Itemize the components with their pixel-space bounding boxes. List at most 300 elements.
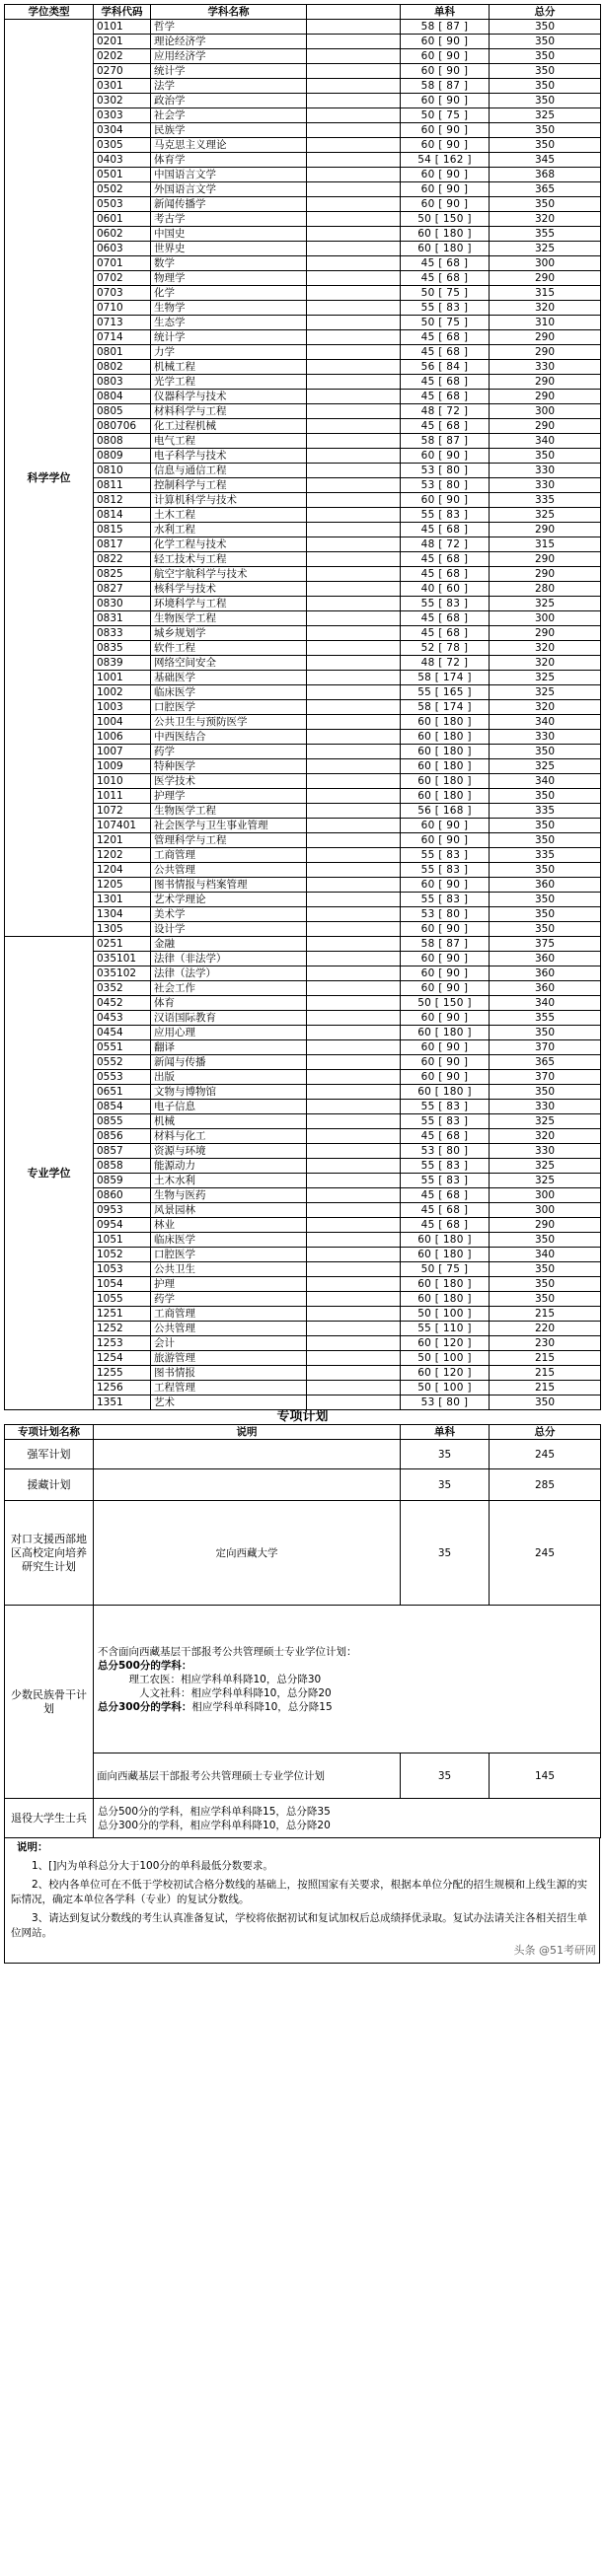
note-1: 1、[]内为单科总分大于100分的单科最低分数要求。	[32, 1860, 273, 1872]
empty-cell	[307, 375, 401, 390]
table-row	[5, 242, 601, 256]
table-row	[5, 996, 601, 1011]
empty-cell	[307, 952, 401, 966]
table-row	[5, 360, 601, 375]
empty-cell	[307, 1395, 401, 1410]
total-score-cell: 355	[490, 227, 601, 242]
single-score-cell: 55 [ 83 ]	[401, 1174, 490, 1188]
empty-cell	[307, 922, 401, 937]
subject-name-cell: 体育学	[151, 153, 307, 168]
table-row	[5, 582, 601, 597]
empty-cell	[307, 567, 401, 582]
table-row	[5, 523, 601, 537]
subject-name-cell: 金融	[151, 937, 307, 952]
table-row	[5, 404, 601, 419]
subject-code-cell: 080706	[94, 419, 151, 434]
table-row	[5, 464, 601, 478]
special-header-total: 总分	[490, 1425, 601, 1440]
subject-code-cell: 0453	[94, 1011, 151, 1026]
table-row	[5, 552, 601, 567]
single-score-cell: 45 [ 68 ]	[401, 1218, 490, 1233]
total-score-cell: 290	[490, 567, 601, 582]
table-row	[5, 1011, 601, 1026]
table-row	[5, 537, 601, 552]
single-score-cell: 60 [ 90 ]	[401, 819, 490, 833]
empty-cell	[307, 49, 401, 64]
single-score-cell: 55 [ 83 ]	[401, 597, 490, 611]
subject-name-cell: 环境科学与工程	[151, 597, 307, 611]
subject-name-cell: 社会医学与卫生事业管理	[151, 819, 307, 833]
subject-code-cell: 0835	[94, 641, 151, 656]
subject-code-cell: 1052	[94, 1248, 151, 1262]
empty-cell	[307, 168, 401, 182]
total-score-cell: 300	[490, 404, 601, 419]
subject-code-cell: 0703	[94, 286, 151, 301]
single-score-cell: 50 [ 75 ]	[401, 1262, 490, 1277]
single-score-cell: 55 [ 110 ]	[401, 1322, 490, 1336]
empty-cell	[307, 1144, 401, 1159]
special-plan-title: 专项计划	[276, 1410, 329, 1424]
empty-cell	[307, 123, 401, 138]
empty-cell	[307, 996, 401, 1011]
subject-name-cell: 公共卫生	[151, 1262, 307, 1277]
subject-name-cell: 电子科学与技术	[151, 449, 307, 464]
empty-cell	[307, 1040, 401, 1055]
table-row	[5, 893, 601, 907]
subject-code-cell: 0855	[94, 1114, 151, 1129]
total-score-cell: 320	[490, 700, 601, 715]
total-score-cell: 335	[490, 848, 601, 863]
empty-cell	[307, 1070, 401, 1085]
total-score-cell: 290	[490, 330, 601, 345]
subject-name-cell: 电气工程	[151, 434, 307, 449]
single-score-cell: 60 [ 90 ]	[401, 966, 490, 981]
table-row	[5, 833, 601, 848]
subject-name-cell: 工程管理	[151, 1381, 307, 1395]
table-row	[5, 508, 601, 523]
subject-name-cell: 口腔医学	[151, 700, 307, 715]
single-score-cell: 60 [ 90 ]	[401, 1040, 490, 1055]
empty-cell	[307, 893, 401, 907]
subject-name-cell: 体育	[151, 996, 307, 1011]
subject-code-cell: 0804	[94, 390, 151, 404]
subject-name-cell: 林业	[151, 1218, 307, 1233]
subject-code-cell: 035102	[94, 966, 151, 981]
total-score-cell: 350	[490, 1233, 601, 1248]
empty-cell	[307, 833, 401, 848]
subject-name-cell: 软件工程	[151, 641, 307, 656]
subject-code-cell: 0701	[94, 256, 151, 271]
table-row	[5, 94, 601, 108]
total-score-cell: 220	[490, 1322, 601, 1336]
subject-code-cell: 1002	[94, 685, 151, 700]
empty-cell	[307, 79, 401, 94]
total-score-cell: 350	[490, 138, 601, 153]
total-score-cell: 315	[490, 286, 601, 301]
subject-code-cell: 0501	[94, 168, 151, 182]
subject-code-cell: 1205	[94, 878, 151, 893]
single-score-cell: 60 [ 180 ]	[401, 1085, 490, 1100]
table-row	[5, 197, 601, 212]
total-score-cell: 300	[490, 1188, 601, 1203]
subject-code-cell: 0553	[94, 1070, 151, 1085]
empty-cell	[307, 1292, 401, 1307]
subject-name-cell: 设计学	[151, 922, 307, 937]
total-score-cell: 290	[490, 1218, 601, 1233]
table-row	[5, 1100, 601, 1114]
subject-name-cell: 会计	[151, 1336, 307, 1351]
total-score-cell: 360	[490, 981, 601, 996]
subject-code-cell: 0270	[94, 64, 151, 79]
subject-name-cell: 新闻传播学	[151, 197, 307, 212]
single-score-cell: 60 [ 90 ]	[401, 833, 490, 848]
total-score-cell: 300	[490, 256, 601, 271]
empty-cell	[307, 478, 401, 493]
total-score-cell: 215	[490, 1351, 601, 1366]
header-single: 单科	[401, 5, 490, 20]
total-score-cell: 290	[490, 523, 601, 537]
total-score-cell: 345	[490, 153, 601, 168]
empty-cell	[307, 20, 401, 35]
subject-code-cell: 1072	[94, 804, 151, 819]
table-row	[5, 952, 601, 966]
special-header-single: 单科	[401, 1425, 490, 1440]
empty-cell	[307, 227, 401, 242]
subject-name-cell: 汉语国际教育	[151, 1011, 307, 1026]
total-score-cell: 215	[490, 1381, 601, 1395]
subject-name-cell: 工商管理	[151, 848, 307, 863]
subject-name-cell: 社会学	[151, 108, 307, 123]
total-score-cell: 290	[490, 390, 601, 404]
empty-cell	[307, 1114, 401, 1129]
empty-cell	[307, 671, 401, 685]
total-score-cell: 325	[490, 1159, 601, 1174]
subject-name-cell: 生物医学工程	[151, 804, 307, 819]
total-score-cell: 335	[490, 804, 601, 819]
subject-code-cell: 1305	[94, 922, 151, 937]
total-score-cell: 350	[490, 123, 601, 138]
total-score-cell: 350	[490, 49, 601, 64]
table-row	[5, 271, 601, 286]
single-score-cell: 48 [ 72 ]	[401, 404, 490, 419]
subject-code-cell: 0201	[94, 35, 151, 49]
subject-code-cell: 0202	[94, 49, 151, 64]
table-row	[5, 1026, 601, 1040]
table-row	[5, 390, 601, 404]
table-row	[5, 1218, 601, 1233]
total-score-cell: 300	[490, 611, 601, 626]
subject-name-cell: 外国语言文学	[151, 182, 307, 197]
table-row	[5, 419, 601, 434]
subject-name-cell: 药学	[151, 745, 307, 759]
subject-code-cell: 0503	[94, 197, 151, 212]
empty-cell	[307, 700, 401, 715]
single-score-cell: 60 [ 90 ]	[401, 1011, 490, 1026]
subject-name-cell: 临床医学	[151, 1233, 307, 1248]
single-score-cell: 50 [ 100 ]	[401, 1351, 490, 1366]
total-score-cell: 310	[490, 316, 601, 330]
empty-cell	[307, 1203, 401, 1218]
total-score-cell: 350	[490, 833, 601, 848]
empty-cell	[307, 656, 401, 671]
subject-code-cell: 0552	[94, 1055, 151, 1070]
single-score-cell: 48 [ 72 ]	[401, 537, 490, 552]
total-score-cell: 325	[490, 597, 601, 611]
subject-code-cell: 1304	[94, 907, 151, 922]
total-score-cell: 300	[490, 1203, 601, 1218]
total-score-cell: 350	[490, 893, 601, 907]
table-row	[5, 49, 601, 64]
single-score-cell: 60 [ 90 ]	[401, 1070, 490, 1085]
subject-name-cell: 新闻与传播	[151, 1055, 307, 1070]
subject-name-cell: 材料与化工	[151, 1129, 307, 1144]
empty-cell	[307, 597, 401, 611]
subject-code-cell: 1007	[94, 745, 151, 759]
total-score-cell: 325	[490, 1114, 601, 1129]
subject-code-cell: 1255	[94, 1366, 151, 1381]
subject-name-cell: 护理学	[151, 789, 307, 804]
empty-cell	[307, 1129, 401, 1144]
subject-name-cell: 机械	[151, 1114, 307, 1129]
total-score-cell: 340	[490, 996, 601, 1011]
subject-name-cell: 控制科学与工程	[151, 478, 307, 493]
minority-plan-text: 不含面向西藏基层干部报考公共管理硕士专业学位计划： 总分500分的学科： 理工农医：相应学科单科降10，总分降30 人文社科：相应学科单科降10，总分降20 总分300分的学科：相应学科单科降10，总分降15	[94, 1606, 601, 1753]
total-score-cell: 350	[490, 1085, 601, 1100]
table-row	[5, 611, 601, 626]
special-header-name: 专项计划名称	[5, 1425, 94, 1440]
single-score-cell: 55 [ 165 ]	[401, 685, 490, 700]
single-score-cell: 45 [ 68 ]	[401, 1203, 490, 1218]
single-score-cell: 58 [ 87 ]	[401, 79, 490, 94]
subject-code-cell: 1254	[94, 1351, 151, 1366]
single-score-cell: 60 [ 180 ]	[401, 730, 490, 745]
subject-code-cell: 0713	[94, 316, 151, 330]
subject-name-cell: 社会工作	[151, 981, 307, 996]
subject-code-cell: 1006	[94, 730, 151, 745]
total-score-cell: 330	[490, 1144, 601, 1159]
single-score-cell: 45 [ 68 ]	[401, 330, 490, 345]
watermark: 头条 @51考研网	[513, 1944, 596, 1957]
subject-code-cell: 1003	[94, 700, 151, 715]
single-score-cell: 55 [ 83 ]	[401, 863, 490, 878]
subject-code-cell: 0702	[94, 271, 151, 286]
single-score-cell: 60 [ 180 ]	[401, 1277, 490, 1292]
single-score-cell: 60 [ 90 ]	[401, 878, 490, 893]
total-score-cell: 325	[490, 508, 601, 523]
subject-name-cell: 药学	[151, 1292, 307, 1307]
subject-name-cell: 法学	[151, 79, 307, 94]
table-row	[5, 626, 601, 641]
table-row	[5, 1248, 601, 1262]
subject-name-cell: 理论经济学	[151, 35, 307, 49]
empty-cell	[307, 286, 401, 301]
subject-name-cell: 水利工程	[151, 523, 307, 537]
table-row	[5, 108, 601, 123]
subject-name-cell: 电子信息	[151, 1100, 307, 1114]
subject-name-cell: 化学工程与技术	[151, 537, 307, 552]
table-row	[5, 79, 601, 94]
single-score-cell: 60 [ 120 ]	[401, 1366, 490, 1381]
empty-cell	[307, 301, 401, 316]
empty-cell	[307, 685, 401, 700]
subject-code-cell: 0802	[94, 360, 151, 375]
total-score-cell: 365	[490, 182, 601, 197]
total-score-cell: 350	[490, 79, 601, 94]
table-row	[5, 153, 601, 168]
header-total: 总分	[490, 5, 601, 20]
subject-code-cell: 0857	[94, 1144, 151, 1159]
subject-name-cell: 公共管理	[151, 1322, 307, 1336]
single-score-cell: 52 [ 78 ]	[401, 641, 490, 656]
table-row	[5, 730, 601, 745]
table-row	[5, 863, 601, 878]
single-score-cell: 60 [ 90 ]	[401, 197, 490, 212]
subject-name-cell: 图书情报与档案管理	[151, 878, 307, 893]
single-score-cell: 58 [ 174 ]	[401, 671, 490, 685]
total-score-cell: 350	[490, 1026, 601, 1040]
total-score-cell: 320	[490, 1129, 601, 1144]
subject-code-cell: 0303	[94, 108, 151, 123]
total-score-cell: 350	[490, 197, 601, 212]
subject-code-cell: 0814	[94, 508, 151, 523]
subject-name-cell: 材料科学与工程	[151, 404, 307, 419]
subject-code-cell: 1051	[94, 1233, 151, 1248]
empty-cell	[307, 966, 401, 981]
subject-code-cell: 0651	[94, 1085, 151, 1100]
empty-cell	[307, 1026, 401, 1040]
subject-name-cell: 风景园林	[151, 1203, 307, 1218]
single-score-cell: 60 [ 90 ]	[401, 952, 490, 966]
table-row	[5, 1366, 601, 1381]
table-row	[5, 1203, 601, 1218]
table-row	[5, 182, 601, 197]
table-row	[5, 981, 601, 996]
subject-code-cell: 1251	[94, 1307, 151, 1322]
single-score-cell: 60 [ 180 ]	[401, 1248, 490, 1262]
subject-code-cell: 1256	[94, 1381, 151, 1395]
table-row	[5, 1351, 601, 1366]
subject-code-cell: 0839	[94, 656, 151, 671]
subject-name-cell: 网络空间安全	[151, 656, 307, 671]
table-row	[5, 493, 601, 508]
subject-name-cell: 物理学	[151, 271, 307, 286]
subject-name-cell: 工商管理	[151, 1307, 307, 1322]
single-score-cell: 60 [ 180 ]	[401, 227, 490, 242]
subject-name-cell: 轻工技术与工程	[151, 552, 307, 567]
subject-code-cell: 0304	[94, 123, 151, 138]
single-score-cell: 60 [ 90 ]	[401, 449, 490, 464]
empty-cell	[307, 197, 401, 212]
subject-code-cell: 1011	[94, 789, 151, 804]
subject-code-cell: 0101	[94, 20, 151, 35]
empty-cell	[307, 434, 401, 449]
total-score-cell: 370	[490, 1070, 601, 1085]
subject-name-cell: 光学工程	[151, 375, 307, 390]
total-score-cell: 290	[490, 375, 601, 390]
subject-code-cell: 0856	[94, 1129, 151, 1144]
single-score-cell: 45 [ 68 ]	[401, 1129, 490, 1144]
total-score-cell: 360	[490, 966, 601, 981]
table-row	[5, 1188, 601, 1203]
subject-name-cell: 化学	[151, 286, 307, 301]
empty-cell	[307, 1218, 401, 1233]
single-score-cell: 60 [ 90 ]	[401, 981, 490, 996]
total-score-cell: 290	[490, 419, 601, 434]
empty-cell	[307, 360, 401, 375]
subject-name-cell: 美术学	[151, 907, 307, 922]
table-header-row	[5, 5, 601, 20]
table-row	[5, 819, 601, 833]
total-score-cell: 330	[490, 730, 601, 745]
table-row	[5, 1322, 601, 1336]
empty-cell	[307, 537, 401, 552]
single-score-cell: 55 [ 83 ]	[401, 508, 490, 523]
special-header-desc: 说明	[94, 1425, 401, 1440]
notes-title: 说明：	[17, 1841, 48, 1853]
table-row	[5, 375, 601, 390]
single-score-cell: 50 [ 150 ]	[401, 212, 490, 227]
subject-name-cell: 公共卫生与预防医学	[151, 715, 307, 730]
empty-cell	[307, 523, 401, 537]
single-score-cell: 60 [ 180 ]	[401, 242, 490, 256]
subject-code-cell: 1201	[94, 833, 151, 848]
table-row	[5, 138, 601, 153]
empty-cell	[307, 981, 401, 996]
empty-cell	[307, 848, 401, 863]
table-row	[5, 1114, 601, 1129]
single-score-cell: 45 [ 68 ]	[401, 419, 490, 434]
total-score-cell: 325	[490, 1174, 601, 1188]
table-row	[5, 715, 601, 730]
empty-cell	[307, 316, 401, 330]
total-score-cell: 350	[490, 64, 601, 79]
subject-code-cell: 107401	[94, 819, 151, 833]
subject-name-cell: 马克思主义理论	[151, 138, 307, 153]
subject-name-cell: 文物与博物馆	[151, 1085, 307, 1100]
table-row	[5, 35, 601, 49]
subject-name-cell: 护理	[151, 1277, 307, 1292]
table-row	[5, 449, 601, 464]
table-row	[5, 478, 601, 493]
table-row	[5, 1070, 601, 1085]
total-score-cell: 350	[490, 35, 601, 49]
subject-code-cell: 0953	[94, 1203, 151, 1218]
subject-code-cell: 0831	[94, 611, 151, 626]
subject-name-cell: 仪器科学与技术	[151, 390, 307, 404]
subject-name-cell: 艺术	[151, 1395, 307, 1410]
subject-code-cell: 1253	[94, 1336, 151, 1351]
table-row	[5, 685, 601, 700]
empty-cell	[307, 212, 401, 227]
table-row	[5, 1292, 601, 1307]
subject-code-cell: 0601	[94, 212, 151, 227]
total-score-cell: 325	[490, 671, 601, 685]
single-score-cell: 54 [ 162 ]	[401, 153, 490, 168]
subject-name-cell: 艺术学理论	[151, 893, 307, 907]
empty-cell	[307, 345, 401, 360]
notes-section	[4, 1838, 600, 1964]
single-score-cell: 45 [ 68 ]	[401, 390, 490, 404]
subject-code-cell: 1010	[94, 774, 151, 789]
subject-name-cell: 信息与通信工程	[151, 464, 307, 478]
header-degree-type: 学位类型	[5, 5, 94, 20]
total-score-cell: 325	[490, 685, 601, 700]
empty-cell	[307, 878, 401, 893]
empty-cell	[307, 256, 401, 271]
empty-cell	[307, 1085, 401, 1100]
special-row-yuanzang: 援藏计划	[5, 1469, 94, 1501]
single-score-cell: 60 [ 180 ]	[401, 745, 490, 759]
